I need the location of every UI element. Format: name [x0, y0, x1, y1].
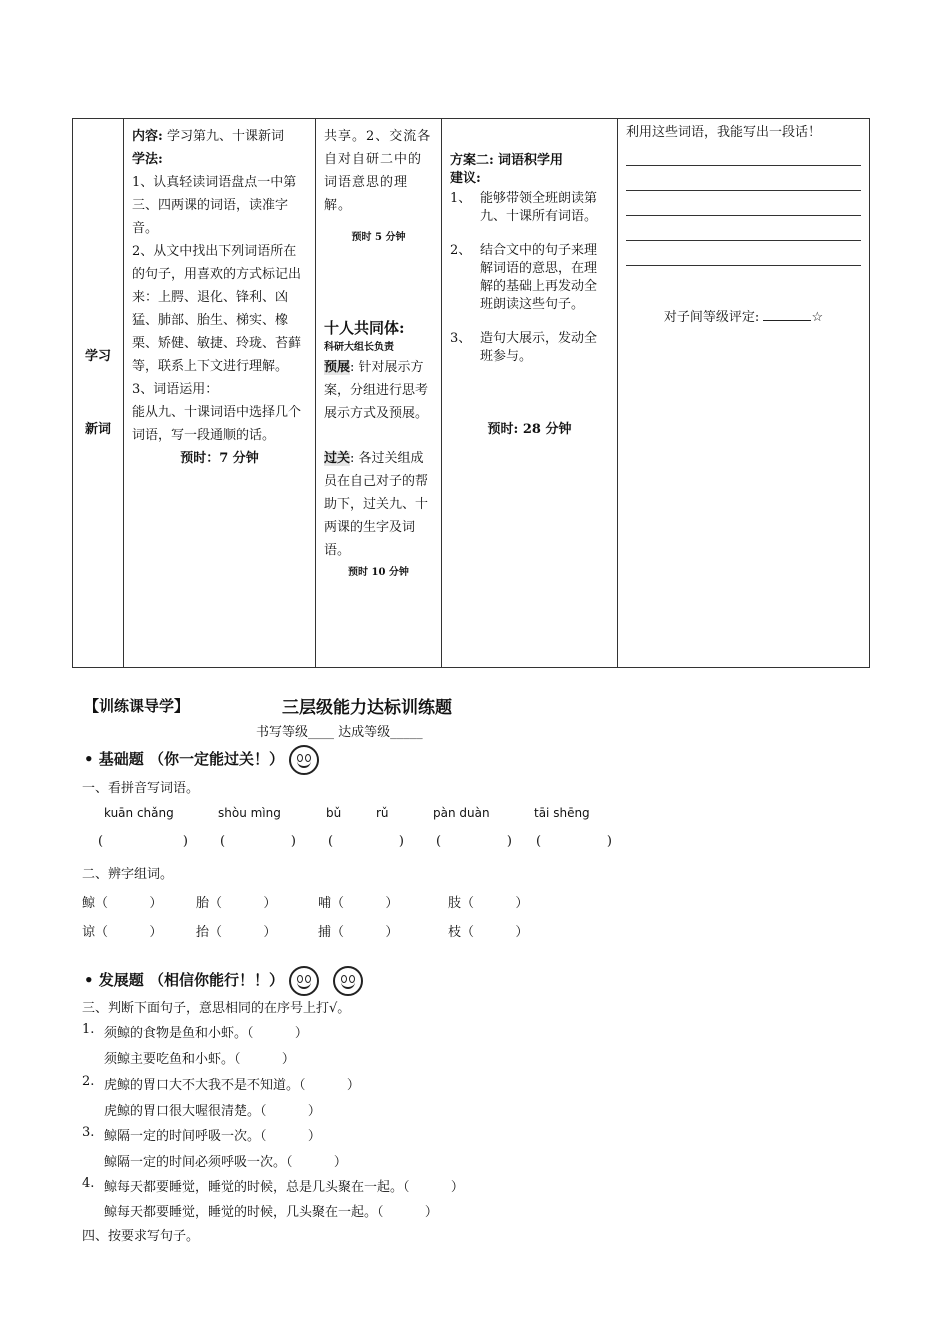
basic-heading: • 基础题 （你一定能过关！） [84, 750, 285, 768]
row-label-2: 新词 [84, 422, 111, 437]
pinyin-3: bǔ [326, 806, 342, 820]
char-pair-3b[interactable]: 捕（ ） [318, 925, 399, 940]
group-sub: 科研大组长负责 [324, 342, 394, 353]
plan-item-1 [450, 190, 609, 226]
sentence-1a[interactable]: 须鲸的食物是鱼和小虾。（ ） [104, 1026, 308, 1041]
group-title-line [324, 317, 433, 340]
rating-blank[interactable] [763, 320, 811, 321]
smiley-icon [289, 745, 319, 775]
char-pair-4b[interactable]: 枝（ ） [448, 925, 529, 940]
plan-item-text: 能够带领全班朗读第九、十课所有词语。 [480, 191, 598, 224]
content-text: 学习第九、十课新词 [166, 129, 284, 144]
pinyin-5: pàn duàn [433, 806, 490, 820]
method-label: 学法: [132, 152, 163, 167]
row-label-1: 学习 [84, 349, 111, 364]
writing-line[interactable] [626, 191, 861, 216]
sentence-4b[interactable]: 鲸每天都要睡觉，睡觉的时候，几头聚在一起。（ ） [104, 1205, 438, 1220]
plan-item-num: 2、 [450, 243, 472, 258]
pinyin-6: tāi shēng [534, 806, 590, 820]
char-pair-4a[interactable]: 肢（ ） [448, 896, 529, 911]
sentence-num-4: 4. [82, 1176, 95, 1191]
star-icon: ☆ [811, 310, 824, 325]
plan-item-text: 结合文中的句子来理解词语的意思，在理解的基础上再发动全班朗读这些句子。 [480, 243, 598, 312]
pass-time: 预时 10 分钟 [348, 567, 409, 578]
question-3: 三、判断下面句子，意思相同的在序号上打√。 [82, 1001, 351, 1016]
lesson-table [72, 118, 870, 668]
plan-item-3 [450, 330, 609, 366]
row-label-cell [73, 119, 124, 668]
sentence-2b[interactable]: 虎鲸的胃口很大喔很清楚。（ ） [104, 1104, 321, 1119]
sentence-num-2: 2. [82, 1074, 95, 1089]
writing-line[interactable] [626, 241, 861, 266]
develop-heading-row [84, 966, 363, 996]
content-time: 预时：7 分钟 [180, 451, 259, 466]
pinyin-4: rǔ [376, 806, 389, 820]
sentence-4a[interactable]: 鲸每天都要睡觉，睡觉的时候，总是几头聚在一起。（ ） [104, 1180, 464, 1195]
sentence-num-3: 3. [82, 1125, 95, 1140]
answer-box-1[interactable]: ( ) [98, 834, 188, 849]
char-pair-3a[interactable]: 哺（ ） [318, 896, 399, 911]
plan-item-2 [450, 242, 609, 314]
section-bracket-title: 【训练课导学】 [84, 697, 190, 715]
writing-prompt: 利用这些词语，我能写出一段话！ [626, 125, 822, 140]
sentence-num-1: 1. [82, 1022, 95, 1037]
develop-heading: • 发展题 （相信你能行！！） [84, 971, 285, 989]
answer-box-5[interactable]: ( ) [536, 834, 612, 849]
plan-text: 词语积学用 [497, 153, 563, 168]
question-1: 一、看拼音写词语。 [82, 781, 200, 796]
share-text: 共享。2、交流各自对自研二中的词语意思的理解。 [324, 129, 432, 213]
plan-cell [442, 119, 618, 668]
group-cell [316, 119, 442, 668]
method-step-3: 3、词语运用： [132, 382, 219, 397]
sentence-3b[interactable]: 鲸隔一定的时间必须呼吸一次。（ ） [104, 1155, 347, 1170]
writing-line[interactable] [626, 216, 861, 241]
pass-label: 过关 [324, 451, 351, 466]
grade-line: 书写等级____ 达成等级_____ [256, 725, 423, 740]
answer-box-4[interactable]: ( ) [436, 834, 512, 849]
content-cell [124, 119, 316, 668]
writing-line[interactable] [626, 141, 861, 166]
question-4: 四、按要求写句子。 [82, 1229, 200, 1244]
plan-item-text: 造句大展示，发动全班参与。 [480, 331, 598, 364]
method-step-3-text: 能从九、十课词语中选择几个词语，写一段通顺的话。 [132, 405, 302, 443]
basic-heading-row [84, 745, 319, 775]
smiley-icon [289, 966, 319, 996]
pinyin-2: shòu mìng [218, 806, 281, 820]
rating-line [626, 306, 861, 329]
plan-label: 方案二: [450, 153, 494, 168]
advice-label: 建议: [450, 171, 481, 186]
answer-box-2[interactable]: ( ) [220, 834, 296, 849]
pass-block [324, 447, 433, 562]
section-main-title: 三层级能力达标训练题 [282, 698, 452, 718]
pass-text: : 各过关组成员在自己对子的帮助下，过关九、十两课的生字及词语。 [324, 451, 429, 558]
char-pair-1b[interactable]: 谅（ ） [82, 925, 163, 940]
group-title: 十人共同体 [324, 319, 400, 337]
preview-block [324, 356, 433, 425]
pinyin-1: kuān chǎng [104, 806, 174, 820]
rating-label: 对子间等级评定: [663, 310, 760, 325]
share-time: 预时 5 分钟 [351, 232, 406, 243]
smiley-icon [333, 966, 363, 996]
method-step-2: 2、从文中找出下列词语所在的句子，用喜欢的方式标记出来：上腭、退化、锋利、凶猛、肺部、胎生、梯实、橡栗、矫健、敏捷、玲珑、苔藓等，联系上下文进行理解。 [132, 244, 302, 374]
plan-item-num: 3、 [450, 331, 472, 346]
plan-item-num: 1、 [450, 191, 472, 206]
char-pair-2b[interactable]: 抬（ ） [196, 925, 277, 940]
preview-text: : 针对展示方案，分组进行思考展示方式及预展。 [324, 360, 429, 421]
group-colon: : [399, 319, 405, 337]
char-pair-2a[interactable]: 胎（ ） [196, 896, 277, 911]
question-2: 二、辨字组词。 [82, 867, 174, 882]
writing-cell [618, 119, 870, 668]
answer-box-3[interactable]: ( ) [328, 834, 404, 849]
plan-time: 预时: 28 分钟 [487, 422, 572, 437]
char-pair-1a[interactable]: 鲸（ ） [82, 896, 163, 911]
sentence-3a[interactable]: 鲸隔一定的时间呼吸一次。（ ） [104, 1129, 321, 1144]
preview-label: 预展 [324, 360, 351, 375]
writing-line[interactable] [626, 166, 861, 191]
sentence-2a[interactable]: 虎鲸的胃口大不大我不是不知道。（ ） [104, 1078, 360, 1093]
content-label: 内容: [132, 129, 163, 144]
method-step-1: 1、认真轻读词语盘点一中第三、四两课的词语，读准字音。 [132, 175, 297, 236]
sentence-1b[interactable]: 须鲸主要吃鱼和小虾。（ ） [104, 1052, 295, 1067]
